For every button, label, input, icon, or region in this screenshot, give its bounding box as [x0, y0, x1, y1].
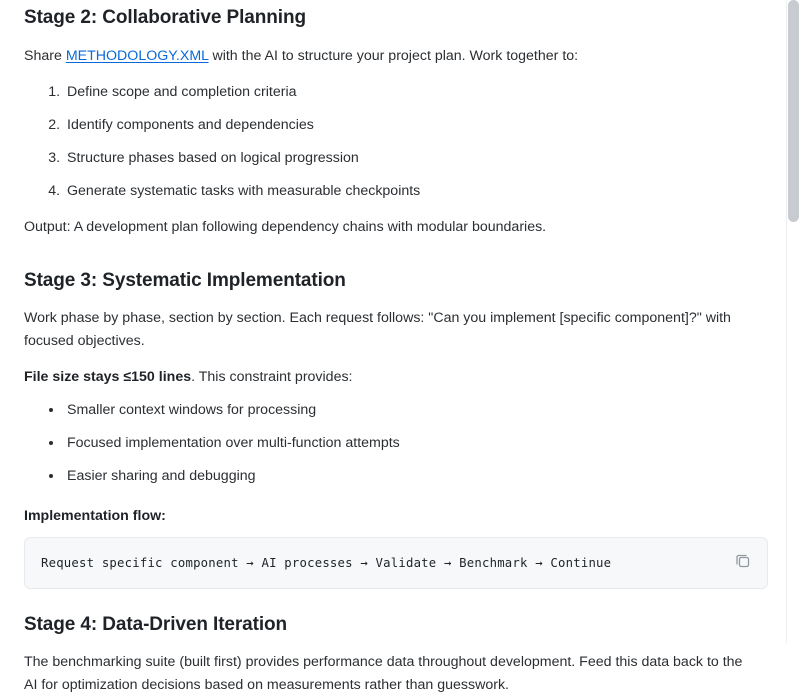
stage-2-steps-list — [24, 81, 754, 202]
stage-2-intro-prefix: Share — [24, 47, 66, 64]
stage-4-paragraph: The benchmarking suite (built first) provides performance data throughout development. Feed this data back to the AI for optimization decisions based on measurements rather than guesswork. — [24, 654, 743, 693]
list-item: • Smaller context windows for processing — [64, 399, 754, 421]
implementation-flow-label-text: Implementation flow: — [24, 507, 166, 524]
page-title-stage-2: Stage 2: Collaborative Planning — [24, 7, 306, 28]
vertical-scrollbar-track[interactable] — [786, 0, 800, 643]
implementation-flow-code-block — [24, 537, 768, 589]
file-size-constraint-text: File size stays ≤150 lines — [24, 369, 192, 386]
list-item: 2. Identify components and dependencies — [64, 114, 754, 136]
list-item: • Focused implementation over multi-function attempts — [64, 432, 754, 454]
list-item: 4. Generate systematic tasks with measurable checkpoints — [64, 180, 754, 202]
stage-2-output-paragraph: Output: A development plan following dependency chains with modular boundaries. — [24, 219, 547, 236]
page-title-stage-3: Stage 3: Systematic Implementation — [24, 269, 346, 291]
implementation-flow-label — [24, 505, 754, 527]
stage-3-constraint-paragraph — [24, 366, 754, 388]
page-title-stage-4: Stage 4: Data-Driven Iteration — [24, 613, 288, 635]
stage-3-benefits-list — [24, 399, 754, 487]
stage-3-constraint-rest: . This constraint provides: — [191, 369, 353, 386]
vertical-scrollbar-thumb[interactable] — [788, 0, 799, 222]
stage-3-paragraph: Work phase by phase, section by section. Each request follows: "Can you implement [specific component]?" with focused objectives. — [24, 310, 731, 349]
stage-2-intro-suffix: with the AI to structure your project plan. Work together to: — [208, 47, 579, 64]
list-item: 1. Define scope and completion criteria — [64, 81, 754, 103]
list-item: • Easier sharing and debugging — [64, 465, 754, 487]
implementation-flow-code: Request specific component → AI processes → Validate → Benchmark → Continue — [41, 556, 612, 570]
methodology-xml-link[interactable]: METHODOLOGY.XML — [65, 47, 209, 64]
list-item: 3. Structure phases based on logical progression — [64, 147, 754, 169]
copy-icon[interactable] — [733, 551, 753, 571]
stage-2-intro-paragraph — [24, 45, 754, 67]
